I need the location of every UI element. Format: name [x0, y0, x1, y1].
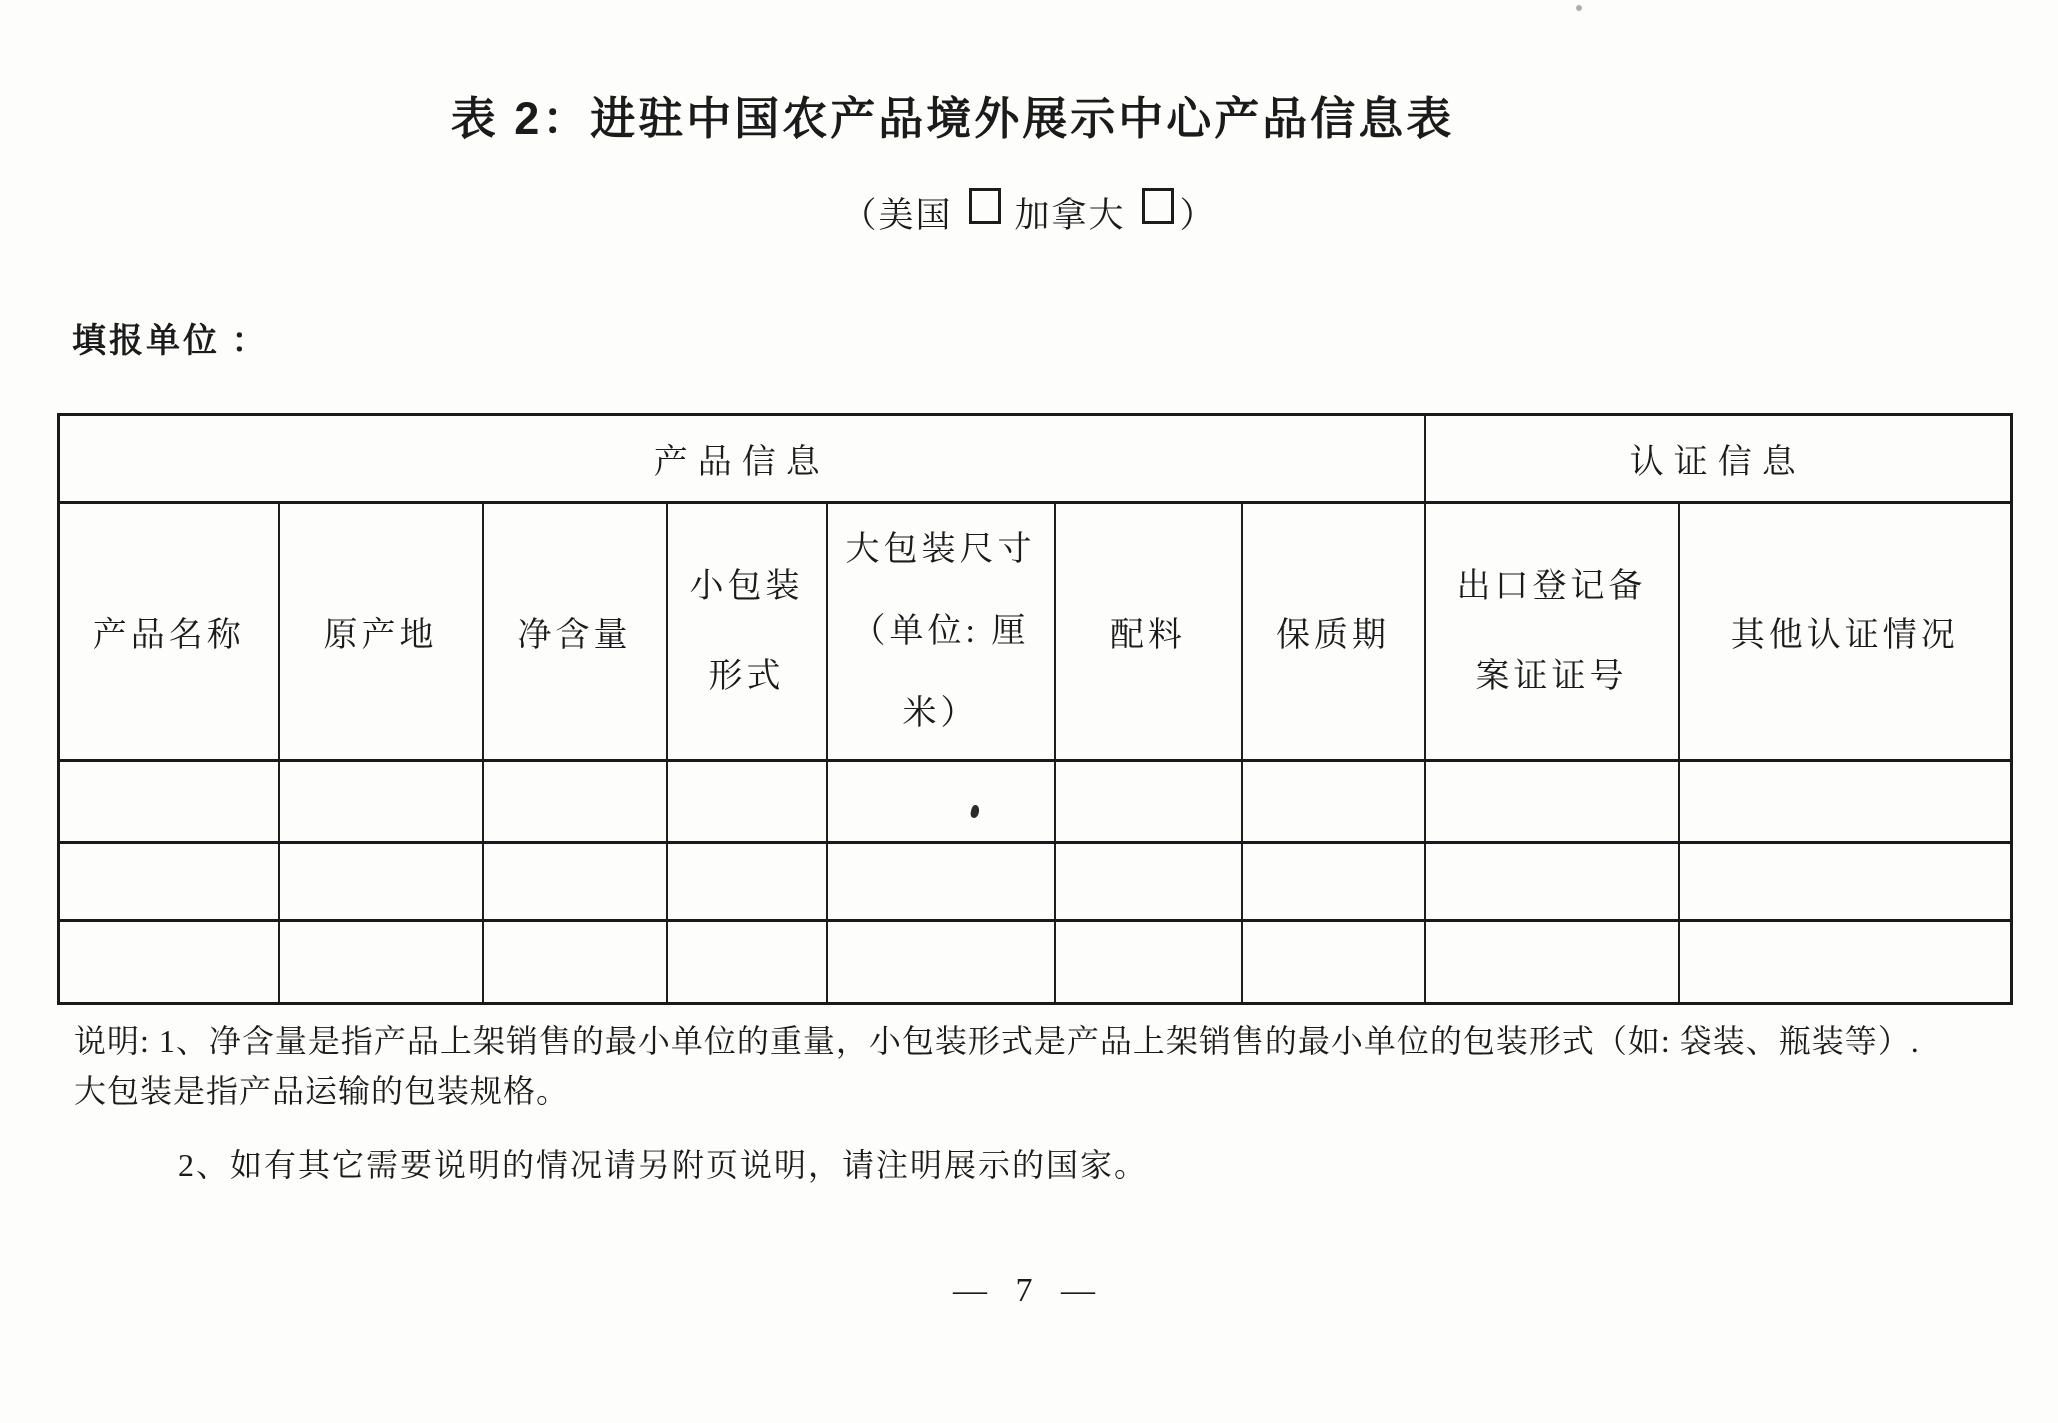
canada-label: 加拿大	[1014, 196, 1126, 235]
usa-label: 美国	[878, 196, 953, 235]
checkbox-canada[interactable]	[1142, 188, 1174, 224]
table-cell[interactable]	[667, 921, 827, 1004]
table-cell[interactable]	[59, 921, 279, 1004]
country-selection	[0, 188, 2058, 238]
table-cell[interactable]	[59, 843, 279, 921]
table-cell[interactable]	[827, 761, 1055, 843]
note1-line2: 大包装是指产品运输的包装规格。	[74, 1073, 570, 1109]
table-cell[interactable]	[279, 921, 483, 1004]
column-header-product-name: 产品名称	[59, 503, 279, 761]
note2-text: 2、如有其它需要说明的情况请另附页说明，请注明展示的国家。	[178, 1147, 1149, 1183]
page-number: — 7 —	[953, 1272, 1105, 1309]
column-header-other-certification: 其他认证情况	[1679, 503, 2012, 761]
reporting-unit-label: 填报单位 ：	[72, 323, 269, 360]
table-cell[interactable]	[279, 843, 483, 921]
table-cell[interactable]	[667, 761, 827, 843]
table-cell[interactable]	[483, 761, 667, 843]
table-cell[interactable]	[1679, 843, 2012, 921]
note1-line1: 说明: 1、净含量是指产品上架销售的最小单位的重量，小包装形式是产品上架销售的最小单位的包装形式（如: 袋装、瓶装等）.	[74, 1023, 1920, 1059]
table-cell[interactable]	[1425, 921, 1679, 1004]
table-cell[interactable]	[1242, 761, 1425, 843]
column-header-small-package-form	[667, 503, 827, 761]
page-title: 表 2：进驻中国农产品境外展示中心产品信息表	[450, 93, 1455, 144]
table-cell[interactable]	[667, 843, 827, 921]
table-cell[interactable]	[1242, 843, 1425, 921]
table-cell[interactable]	[1242, 921, 1425, 1004]
table-cell[interactable]	[483, 843, 667, 921]
table-row	[59, 843, 2012, 921]
table-cell[interactable]	[827, 921, 1055, 1004]
group-header-certification-info: 认证信息	[1425, 415, 2012, 503]
subtitle-close-paren: ）	[1179, 196, 1217, 235]
checkbox-usa[interactable]	[969, 188, 1001, 224]
column-header-origin: 原产地	[279, 503, 483, 761]
large-package-line2: （单位: 厘	[851, 612, 1030, 650]
product-info-table	[57, 413, 2013, 1005]
table-row	[59, 921, 2012, 1004]
column-header-shelf-life: 保质期	[1242, 503, 1425, 761]
column-header-ingredients: 配料	[1055, 503, 1242, 761]
table-cell[interactable]	[1055, 843, 1242, 921]
column-header-export-registration	[1425, 503, 1679, 761]
table-cell[interactable]	[1055, 921, 1242, 1004]
table-cell[interactable]	[483, 921, 667, 1004]
small-package-line1: 小包装	[689, 567, 804, 605]
export-registration-line1: 出口登记备	[1456, 567, 1647, 605]
table-cell[interactable]	[1679, 761, 2012, 843]
column-header-row	[59, 503, 2012, 761]
export-registration-line2: 案证证号	[1475, 657, 1628, 695]
large-package-line3: 米）	[902, 694, 979, 732]
notes-paragraph	[74, 1016, 2024, 1116]
scan-artifact-dot	[1576, 5, 1582, 11]
column-header-large-package-size	[827, 503, 1055, 761]
table-cell[interactable]	[279, 761, 483, 843]
table-cell[interactable]	[1425, 843, 1679, 921]
table-cell[interactable]	[827, 843, 1055, 921]
group-header-row	[59, 415, 2012, 503]
table-cell[interactable]	[59, 761, 279, 843]
large-package-line1: 大包装尺寸	[845, 530, 1036, 568]
subtitle-open-paren: （	[841, 196, 879, 235]
table-cell[interactable]	[1425, 761, 1679, 843]
small-package-line2: 形式	[708, 657, 785, 695]
table-cell[interactable]	[1679, 921, 2012, 1004]
group-header-product-info: 产品信息	[59, 415, 1425, 503]
table-cell[interactable]	[1055, 761, 1242, 843]
column-header-net-content: 净含量	[483, 503, 667, 761]
table-row	[59, 761, 2012, 843]
product-info-table-wrap	[57, 413, 2013, 1005]
